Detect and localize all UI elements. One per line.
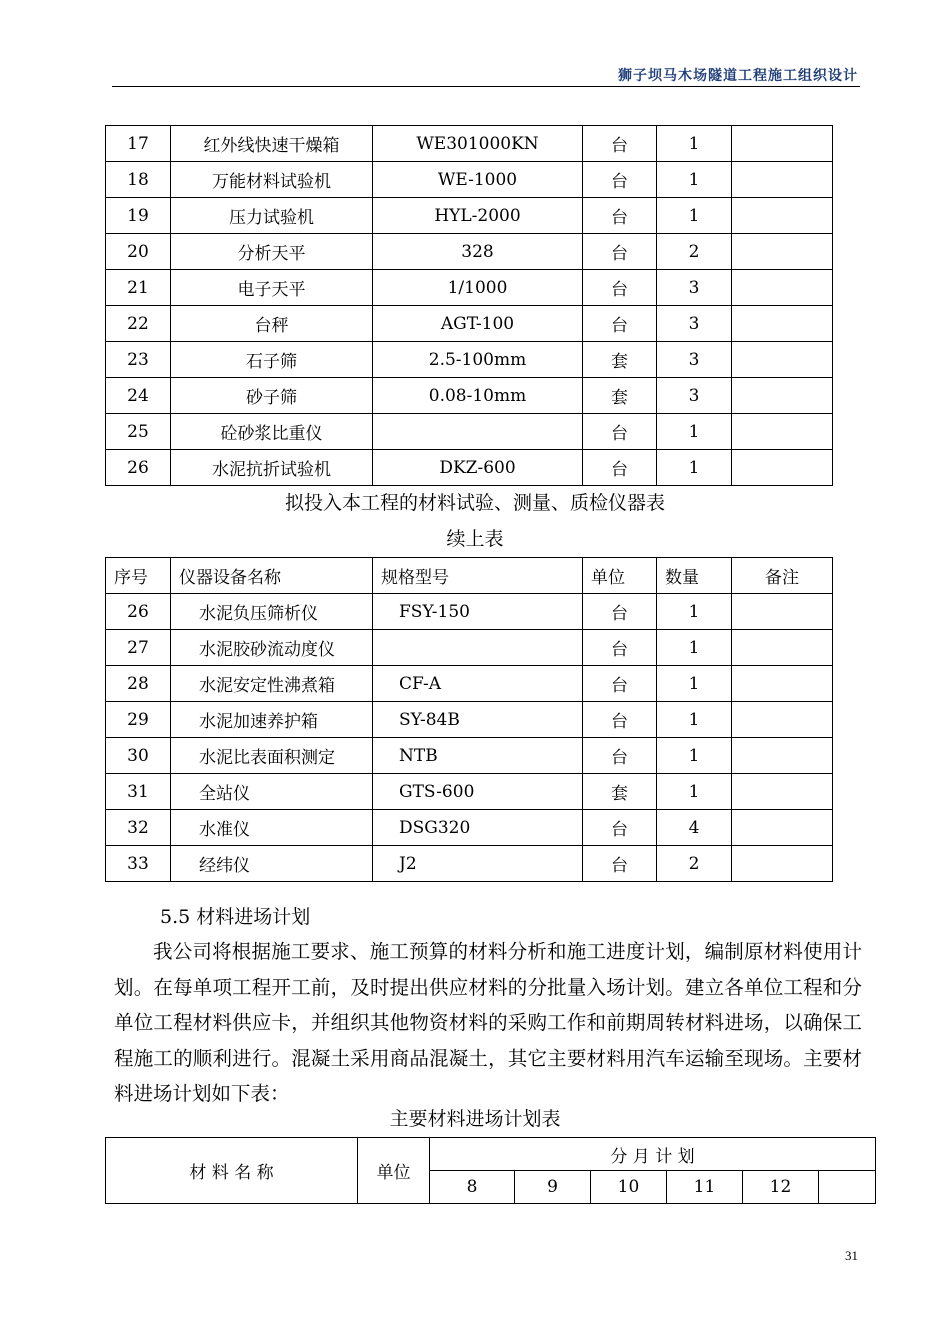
row-number-header: 序号 (106, 558, 171, 594)
equipment-name-cell: 水准仪 (171, 810, 373, 846)
quantity-cell: 4 (657, 810, 732, 846)
month-header: 8 (430, 1171, 515, 1204)
row-number-cell: 32 (106, 810, 171, 846)
remarks-cell (732, 738, 833, 774)
remarks-cell (732, 234, 833, 270)
model-spec-cell: J2 (373, 846, 583, 882)
material-plan-table (105, 1137, 876, 1204)
model-spec-cell (373, 414, 583, 450)
quantity-cell: 1 (657, 630, 732, 666)
header-divider (112, 86, 860, 87)
material-name-header: 材 料 名 称 (106, 1138, 358, 1204)
equipment-name-cell: 红外线快速干燥箱 (171, 126, 373, 162)
equipment-name-cell: 压力试验机 (171, 198, 373, 234)
quantity-cell: 3 (657, 342, 732, 378)
monthly-plan-header: 分 月 计 划 (430, 1138, 876, 1171)
month-header (819, 1171, 876, 1204)
table-row (106, 846, 833, 882)
remarks-cell (732, 162, 833, 198)
model-spec-cell: 2.5-100mm (373, 342, 583, 378)
equipment-name-cell: 水泥加速养护箱 (171, 702, 373, 738)
remarks-cell (732, 378, 833, 414)
row-number-cell: 18 (106, 162, 171, 198)
row-number-cell: 21 (106, 270, 171, 306)
page-number: 31 (845, 1248, 858, 1263)
equipment-name-cell: 水泥负压筛析仪 (171, 594, 373, 630)
table-row (106, 234, 833, 270)
equipment-name-cell: 分析天平 (171, 234, 373, 270)
remarks-cell (732, 630, 833, 666)
equipment-name-cell: 全站仪 (171, 774, 373, 810)
table-row (106, 738, 833, 774)
unit-cell: 台 (583, 198, 657, 234)
model-spec-cell: 328 (373, 234, 583, 270)
quantity-cell: 1 (657, 774, 732, 810)
model-spec-cell: AGT-100 (373, 306, 583, 342)
equipment-name-cell: 台秤 (171, 306, 373, 342)
row-number-cell: 26 (106, 450, 171, 486)
remarks-cell (732, 810, 833, 846)
row-number-cell: 22 (106, 306, 171, 342)
remarks-cell (732, 270, 833, 306)
remarks-cell (732, 126, 833, 162)
model-spec-header: 规格型号 (373, 558, 583, 594)
table-row (106, 342, 833, 378)
unit-cell: 台 (583, 306, 657, 342)
unit-cell: 台 (583, 594, 657, 630)
table2-title: 拟投入本工程的材料试验、测量、质检仪器表 (284, 492, 665, 514)
quantity-cell: 1 (657, 702, 732, 738)
equipment-name-cell: 砼砂浆比重仪 (171, 414, 373, 450)
table-row (106, 126, 833, 162)
quantity-cell: 1 (657, 198, 732, 234)
equipment-name-cell: 万能材料试验机 (171, 162, 373, 198)
row-number-cell: 30 (106, 738, 171, 774)
table-row (106, 702, 833, 738)
equipment-table-part2 (105, 557, 833, 882)
equipment-name-cell: 砂子筛 (171, 378, 373, 414)
remarks-cell (732, 342, 833, 378)
unit-cell: 台 (583, 630, 657, 666)
quantity-cell: 1 (657, 414, 732, 450)
month-header: 10 (591, 1171, 667, 1204)
model-spec-cell: CF-A (373, 666, 583, 702)
table2-subtitle: 续上表 (446, 528, 504, 550)
unit-cell: 台 (583, 450, 657, 486)
row-number-cell: 19 (106, 198, 171, 234)
equipment-name-cell: 电子天平 (171, 270, 373, 306)
model-spec-cell: 0.08-10mm (373, 378, 583, 414)
model-spec-cell: DSG320 (373, 810, 583, 846)
model-spec-cell: FSY-150 (373, 594, 583, 630)
quantity-cell: 1 (657, 738, 732, 774)
unit-cell: 台 (583, 270, 657, 306)
table-row (106, 666, 833, 702)
equipment-name-cell: 石子筛 (171, 342, 373, 378)
quantity-cell: 3 (657, 270, 732, 306)
month-header: 9 (515, 1171, 591, 1204)
equipment-name-cell: 经纬仪 (171, 846, 373, 882)
unit-cell: 台 (583, 738, 657, 774)
unit-cell: 台 (583, 810, 657, 846)
document-header-title: 狮子坝马木场隧道工程施工组织设计 (618, 68, 858, 84)
equipment-name-cell: 水泥比表面积测定 (171, 738, 373, 774)
remarks-cell (732, 450, 833, 486)
table-row (106, 378, 833, 414)
model-spec-cell: NTB (373, 738, 583, 774)
unit-header: 单位 (358, 1138, 430, 1204)
quantity-header: 数量 (657, 558, 732, 594)
quantity-cell: 2 (657, 234, 732, 270)
month-header: 11 (667, 1171, 743, 1204)
quantity-cell: 1 (657, 126, 732, 162)
model-spec-cell: WE-1000 (373, 162, 583, 198)
row-number-cell: 17 (106, 126, 171, 162)
unit-cell: 台 (583, 666, 657, 702)
equipment-name-cell: 水泥抗折试验机 (171, 450, 373, 486)
row-number-cell: 29 (106, 702, 171, 738)
table-row (106, 450, 833, 486)
unit-header: 单位 (583, 558, 657, 594)
equipment-name-header: 仪器设备名称 (171, 558, 373, 594)
table-header-row (106, 558, 833, 594)
row-number-cell: 28 (106, 666, 171, 702)
table-row (106, 270, 833, 306)
row-number-cell: 23 (106, 342, 171, 378)
unit-cell: 套 (583, 378, 657, 414)
row-number-cell: 24 (106, 378, 171, 414)
unit-cell: 台 (583, 126, 657, 162)
model-spec-cell: DKZ-600 (373, 450, 583, 486)
quantity-cell: 3 (657, 306, 732, 342)
month-header: 12 (743, 1171, 819, 1204)
row-number-cell: 31 (106, 774, 171, 810)
unit-cell: 套 (583, 342, 657, 378)
equipment-name-cell: 水泥胶砂流动度仪 (171, 630, 373, 666)
row-number-cell: 20 (106, 234, 171, 270)
remarks-cell (732, 666, 833, 702)
unit-cell: 台 (583, 414, 657, 450)
quantity-cell: 1 (657, 450, 732, 486)
model-spec-cell (373, 630, 583, 666)
table-row (106, 630, 833, 666)
quantity-cell: 3 (657, 378, 732, 414)
table-row (106, 198, 833, 234)
row-number-cell: 27 (106, 630, 171, 666)
quantity-cell: 1 (657, 162, 732, 198)
model-spec-cell: SY-84B (373, 702, 583, 738)
remarks-cell (732, 414, 833, 450)
remarks-cell (732, 774, 833, 810)
row-number-cell: 26 (106, 594, 171, 630)
unit-cell: 套 (583, 774, 657, 810)
table-row (106, 810, 833, 846)
row-number-cell: 33 (106, 846, 171, 882)
equipment-name-cell: 水泥安定性沸煮箱 (171, 666, 373, 702)
unit-cell: 台 (583, 702, 657, 738)
unit-cell: 台 (583, 846, 657, 882)
quantity-cell: 1 (657, 594, 732, 630)
section-heading: 5.5 材料进场计划 (160, 906, 311, 928)
model-spec-cell: HYL-2000 (373, 198, 583, 234)
unit-cell: 台 (583, 162, 657, 198)
model-spec-cell: 1/1000 (373, 270, 583, 306)
table3-title: 主要材料进场计划表 (389, 1108, 561, 1130)
table-row (106, 774, 833, 810)
remarks-header: 备注 (732, 558, 833, 594)
body-paragraph: 我公司将根据施工要求、施工预算的材料分析和施工进度计划，编制原材料使用计划。在每单项工程开工前，及时提出供应材料的分批量入场计划。建立各单位工程和分单位工程材料供应卡，并组织其他物资材料的采购工作和前期周转材料进场，以确保工程施工的顺利进行。混凝土采用商品混凝土，其它主要材料用汽车运输至现场。主要材料进场计划如下表： (114, 940, 862, 1105)
remarks-cell (732, 198, 833, 234)
model-spec-cell: WE301000KN (373, 126, 583, 162)
remarks-cell (732, 594, 833, 630)
quantity-cell: 2 (657, 846, 732, 882)
table-row (106, 414, 833, 450)
row-number-cell: 25 (106, 414, 171, 450)
table-row (106, 162, 833, 198)
quantity-cell: 1 (657, 666, 732, 702)
unit-cell: 台 (583, 234, 657, 270)
model-spec-cell: GTS-600 (373, 774, 583, 810)
remarks-cell (732, 306, 833, 342)
table-row (106, 306, 833, 342)
table-row (106, 594, 833, 630)
equipment-table-part1 (105, 125, 833, 486)
remarks-cell (732, 846, 833, 882)
remarks-cell (732, 702, 833, 738)
